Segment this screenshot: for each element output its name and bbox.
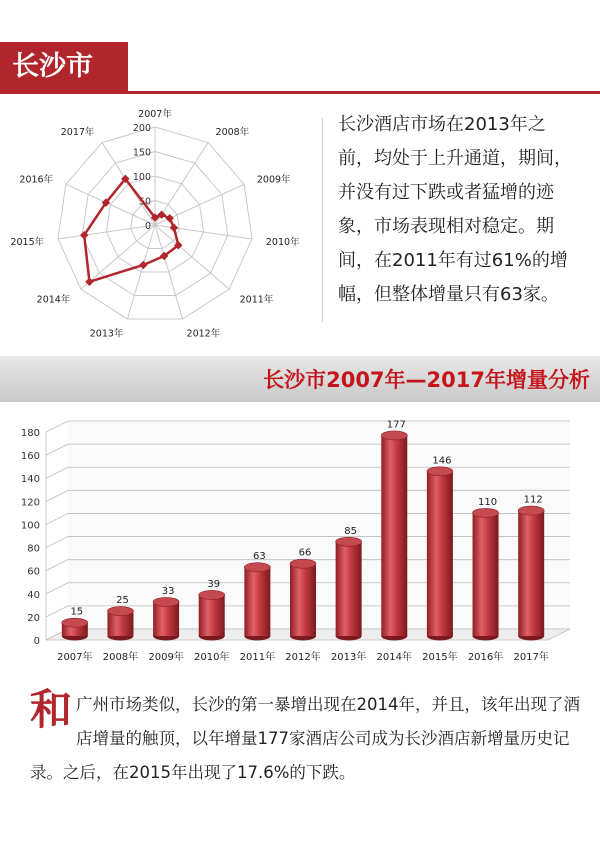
x-tick-label: 2011年 (239, 652, 276, 663)
bar-top (427, 467, 453, 476)
bar-top (336, 537, 362, 546)
bar-top (518, 506, 544, 515)
x-tick-label: 2010年 (194, 652, 230, 663)
x-tick-label: 2012年 (285, 652, 321, 663)
bar-data-label: 39 (207, 578, 221, 590)
y-tick-label: 140 (20, 474, 40, 486)
x-tick-label: 2015年 (422, 652, 458, 663)
radar-tick-label: 50 (138, 196, 151, 208)
radar-category-label: 2008年 (215, 126, 250, 138)
bar-data-label: 177 (386, 419, 406, 431)
radar-category-label: 2013年 (89, 328, 124, 340)
bar-group (199, 590, 225, 640)
bar-group (473, 508, 499, 640)
section-banner (0, 356, 600, 402)
radar-chart (0, 100, 310, 340)
bar (199, 595, 225, 636)
x-tick-label: 2007年 (57, 652, 93, 663)
radar-tick-label: 150 (132, 147, 151, 159)
bar-data-label: 85 (344, 525, 358, 537)
radar-category-label: 2010年 (265, 236, 300, 248)
bar-data-label: 15 (70, 606, 84, 618)
bar-chart (0, 410, 600, 680)
bar (336, 542, 362, 636)
title-underline (0, 91, 600, 94)
y-tick-label: 100 (20, 520, 40, 532)
radar-category-label: 2016年 (19, 174, 54, 186)
y-tick-label: 0 (33, 636, 40, 647)
y-tick-label: 160 (20, 451, 40, 463)
bar-group (244, 563, 270, 641)
bar-data-label: 63 (252, 551, 266, 563)
radar-category-label: 2014年 (36, 294, 71, 306)
page-title (0, 42, 128, 92)
radar-category-label: 2011年 (239, 294, 274, 306)
bar-data-label: 66 (298, 547, 312, 559)
radar-category-label: 2012年 (186, 328, 221, 340)
bar-top (381, 431, 407, 440)
bar (518, 511, 544, 636)
bar-group (107, 607, 133, 641)
radar-point (165, 214, 173, 222)
bar-group (290, 559, 316, 640)
bar-group (153, 597, 179, 640)
x-tick-label: 2013年 (330, 652, 367, 663)
radar-category-label: 2015年 (10, 236, 45, 248)
section-title: 长沙市2007年—2017年增量分析 (263, 368, 590, 392)
bar-data-label: 33 (161, 585, 175, 597)
bar-top (244, 563, 270, 572)
bar-data-label: 25 (116, 595, 129, 607)
x-tick-label: 2008年 (102, 652, 139, 663)
page-title-text: 长沙市 (12, 51, 93, 82)
bar-group (518, 506, 544, 640)
bar-top (107, 607, 133, 616)
radar-category-label: 2007年 (138, 109, 172, 120)
x-tick-label: 2016年 (467, 652, 504, 663)
bar-top (199, 590, 225, 599)
y-tick-label: 20 (27, 612, 40, 624)
lead-character: 和 (30, 685, 73, 734)
y-tick-label: 120 (20, 497, 40, 509)
bar (381, 435, 407, 636)
bar-group (336, 537, 362, 640)
radar-point (170, 223, 178, 231)
bar (244, 567, 270, 636)
radar-tick-label: 0 (144, 221, 151, 232)
radar-spoke (58, 225, 155, 239)
x-tick-label: 2009年 (148, 652, 184, 663)
x-tick-label: 2014年 (376, 652, 412, 663)
bar-top (473, 508, 499, 517)
bar (153, 602, 179, 636)
radar-tick-label: 200 (132, 123, 151, 134)
radar-category-label: 2009年 (256, 174, 291, 186)
bar (290, 564, 316, 636)
paragraph-text: 广州市场类似，长沙的第一暴增出现在2014年，并且，该年出现了酒店增量的触顶，以年增量177家酒店公司成为长沙酒店新增量历史记录。之后，在2015年出现了17.6%的下跌。 (30, 695, 581, 782)
bar-data-label: 146 (432, 455, 452, 467)
bar (427, 471, 453, 636)
radar-spoke (155, 225, 252, 239)
bar-data-label: 112 (523, 494, 543, 506)
radar-point (139, 261, 147, 269)
bar-top (62, 618, 88, 627)
analysis-paragraph (30, 685, 590, 790)
bar-group (62, 618, 88, 640)
vertical-divider (322, 118, 323, 322)
bar (473, 513, 499, 636)
intro-text: 长沙酒店市场在2013年之前，均处于上升通道，期间，并没有过下跌或者猛增的迹象，市场表现相对稳定。期间，在2011年有过61%的增幅，但整体增量只有63家。 (338, 114, 572, 305)
bar-top (153, 597, 179, 606)
y-tick-label: 60 (27, 566, 40, 578)
y-tick-label: 180 (20, 428, 40, 439)
radar-tick-label: 100 (132, 172, 151, 183)
bar-group (381, 431, 407, 641)
x-tick-label: 2017年 (513, 652, 549, 663)
y-tick-label: 80 (27, 543, 40, 555)
bar-group (427, 467, 453, 641)
bar-top (290, 559, 316, 568)
radar-category-label: 2017年 (60, 126, 95, 138)
y-tick-label: 40 (27, 589, 40, 601)
bar-data-label: 110 (477, 496, 498, 508)
